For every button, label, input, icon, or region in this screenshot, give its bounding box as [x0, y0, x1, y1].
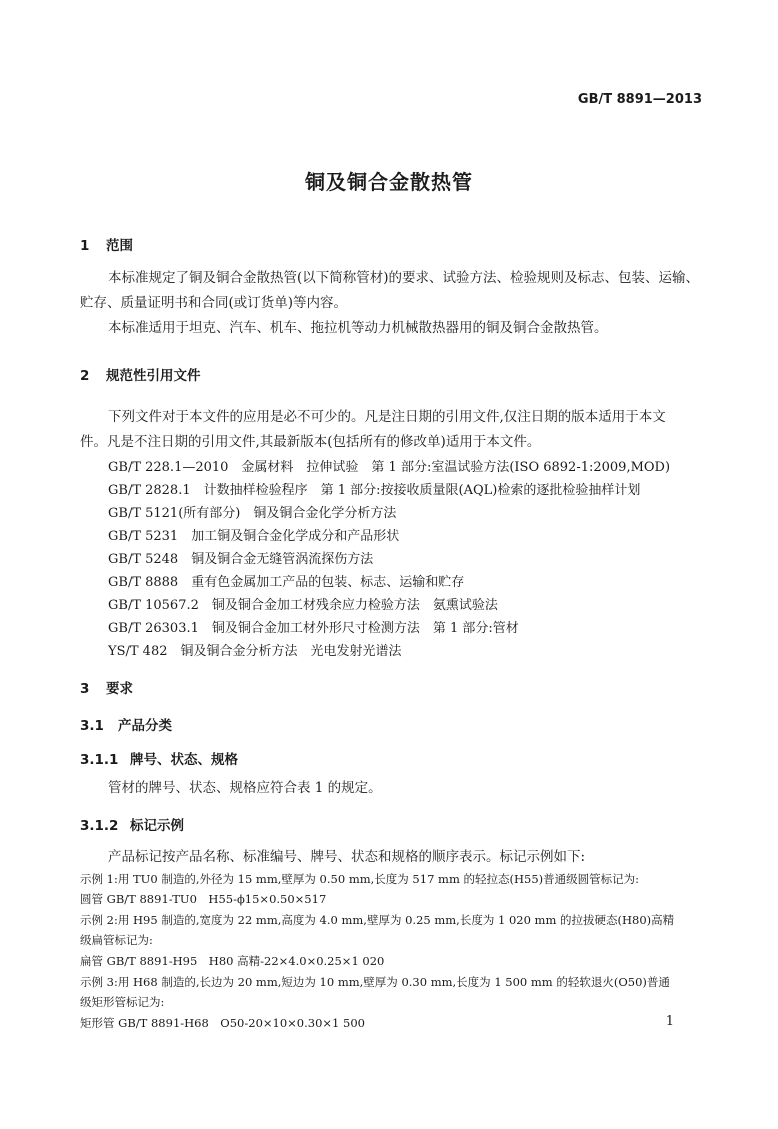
normative-intro-line-2: 件。凡是不注日期的引用文件,其最新版本(包括所有的修改单)适用于本文件。	[80, 434, 541, 450]
page-number: 1	[665, 1014, 674, 1029]
section-title: 产品分类	[118, 718, 172, 734]
section-title: 牌号、状态、规格	[130, 752, 238, 768]
reference-item: GB/T 5121(所有部分) 铜及铜合金化学分析方法	[108, 506, 397, 521]
reference-item: GB/T 228.1—2010 金属材料 拉伸试验 第 1 部分:室温试验方法(ISO 6892-1:2009,MOD)	[108, 460, 671, 475]
example-2-description-line-2: 级扁管标记为:	[80, 933, 153, 947]
section-title: 标记示例	[130, 818, 184, 834]
reference-item: GB/T 5231 加工铜及铜合金化学成分和产品形状	[108, 529, 400, 544]
scope-paragraph-1-line-1: 本标准规定了铜及铜合金散热管(以下简称管材)的要求、试验方法、检验规则及标志、包装、运输、	[108, 270, 700, 286]
subsection-3-1-heading	[80, 714, 172, 734]
section-number: 3	[80, 681, 90, 697]
scope-paragraph-2: 本标准适用于坦克、汽车、机车、拖拉机等动力机械散热器用的铜及铜合金散热管。	[108, 320, 608, 336]
reference-item: GB/T 26303.1 铜及铜合金加工材外形尺寸检测方法 第 1 部分:管材	[108, 621, 519, 636]
example-1-mark: 圆管 GB/T 8891-TU0 H55-ϕ15×0.50×517	[80, 892, 327, 906]
reference-item: GB/T 10567.2 铜及铜合金加工材残余应力检验方法 氨熏试验法	[108, 598, 498, 613]
example-2-mark: 扁管 GB/T 8891-H95 H80 高精-22×4.0×0.25×1 020	[80, 954, 385, 968]
section-number: 3.1.1	[80, 752, 119, 768]
reference-item: GB/T 2828.1 计数抽样检验程序 第 1 部分:按接收质量限(AQL)检索的逐批检验抽样计划	[108, 483, 641, 498]
scope-paragraph-1-line-2: 贮存、质量证明书和合同(或订货单)等内容。	[80, 295, 348, 311]
subsection-3-1-2-heading	[80, 814, 184, 834]
standard-code: GB/T 8891—2013	[577, 92, 702, 107]
section-title: 规范性引用文件	[106, 368, 201, 384]
section-3-heading	[80, 677, 133, 697]
section-number: 3.1	[80, 718, 104, 734]
section-title: 要求	[106, 681, 133, 697]
subsection-3-1-1-heading	[80, 748, 238, 768]
example-3-mark: 矩形管 GB/T 8891-H68 O50-20×10×0.30×1 500	[80, 1016, 365, 1030]
example-3-description-line-1: 示例 3:用 H68 制造的,长边为 20 mm,短边为 10 mm,壁厚为 0.30 mm,长度为 1 500 mm 的轻软退火(O50)普通	[80, 975, 670, 989]
reference-item: GB/T 5248 铜及铜合金无缝管涡流探伤方法	[108, 552, 374, 567]
normative-intro-line-1: 下列文件对于本文件的应用是必不可少的。凡是注日期的引用文件,仅注日期的版本适用于本文	[108, 409, 666, 425]
example-2-description-line-1: 示例 2:用 H95 制造的,宽度为 22 mm,高度为 4.0 mm,壁厚为 0.25 mm,长度为 1 020 mm 的拉拔硬态(H80)高精	[80, 913, 675, 927]
reference-item: YS/T 482 铜及铜合金分析方法 光电发射光谱法	[108, 644, 402, 659]
section-2-heading	[80, 364, 201, 384]
section-number: 1	[80, 238, 90, 254]
section-1-heading	[80, 234, 133, 254]
example-3-description-line-2: 级矩形管标记为:	[80, 995, 165, 1009]
document-title: 铜及铜合金散热管	[305, 170, 473, 194]
subsection-3-1-1-text: 管材的牌号、状态、规格应符合表 1 的规定。	[108, 780, 382, 796]
reference-list	[108, 456, 670, 663]
section-number: 3.1.2	[80, 818, 119, 834]
reference-item: GB/T 8888 重有色金属加工产品的包装、标志、运输和贮存	[108, 575, 465, 590]
marking-intro: 产品标记按产品名称、标准编号、牌号、状态和规格的顺序表示。标记示例如下:	[108, 849, 586, 865]
section-title: 范围	[106, 238, 133, 254]
example-1-description: 示例 1:用 TU0 制造的,外径为 15 mm,壁厚为 0.50 mm,长度为 517 mm 的轻拉态(H55)普通级圆管标记为:	[80, 872, 640, 886]
section-number: 2	[80, 368, 90, 384]
